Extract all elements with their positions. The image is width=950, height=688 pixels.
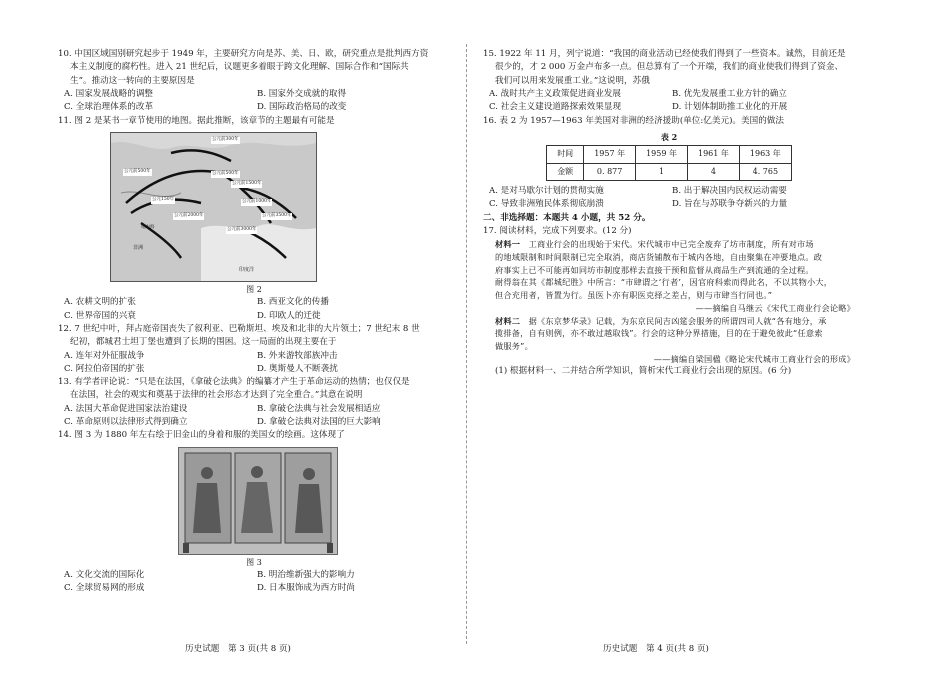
q14-option-a: A. 文化交流的国际化 [64,570,145,581]
section-heading: 二、非选择题：本题共 4 小题，共 52 分。 [483,212,651,223]
question-14 [58,429,450,595]
map-label: 公元前1000年 [242,198,272,204]
q14-stem: 14. 图 3 为 1880 年左右绘于旧金山的身着和服的美国女的绘画。这体现了 [58,430,345,441]
material-text: 据《东京梦华录》记载，为东京民间吉凶筵会服务的所谓四司人就“各有地分，承 [528,315,827,326]
material-text: 工商业行会的出现始于宋代。宋代城市中已完全废弃了坊市制度，所有对市场 [528,239,814,250]
figure-2-caption: 图 2 [246,284,262,294]
question-17 [483,225,855,379]
material-line: 做服务”。 [495,340,533,351]
question-10 [58,48,450,115]
map-label: 非洲 [133,244,144,251]
table-row [547,146,792,163]
table-cell: 4. 765 [739,163,791,180]
material-one [483,238,855,314]
left-column [58,48,450,596]
material-line [495,238,855,251]
table-cell: 1963 年 [739,146,791,163]
q10-stem-line: 本主义制度的腐朽性。进入 21 世纪后，议题更多着眼于跨文化理解、国际合作和“国际共 [70,62,409,73]
folding-screen-drawing [179,448,337,554]
q11-option-a: A. 农耕文明的扩张 [64,297,136,308]
table-cell: 0. 877 [584,163,636,180]
q16-stem: 16. 表 2 为 1957—1963 年美国对非洲的经济援助(单位:亿美元)。美国的做法 [483,115,784,126]
table-cell: 金额 [547,163,584,180]
map-label: 印度洋 [239,266,255,273]
material-line: 但合充用者，皆置为行。虽医卜亦有职医克择之差占，则与市肆当行同也。” [495,290,773,301]
question-11 [58,115,450,323]
right-column [483,48,855,379]
material-one-label: 材料一 [495,239,521,250]
map-label: 公元前500年 [212,170,239,176]
q13-option-a: A. 法国大革命促进国家法治建设 [64,403,188,414]
q10-option-d: D. 国际政治格局的改变 [257,102,347,113]
figure-3-caption: 图 3 [246,557,262,567]
map-drawing [111,133,316,281]
material-line [495,315,855,328]
material-line: 耐得翁在其《都城纪胜》中所言：“市肆谓之‘行者’，因官府科索而得此名，不以其物小大， [495,277,833,288]
column-divider [466,44,467,644]
q12-option-b: B. 外来游牧部族冲击 [257,350,338,361]
map-label: 地中海 [141,224,155,230]
material-two-source: ——摘编自梁国楹《略论宋代城市工商业行会的形成》 [653,353,855,364]
map-label: 公元前1500年 [232,180,262,186]
q16-option-a: A. 是对马歇尔计划的贯彻实施 [489,186,604,197]
map-label: 公元150年 [152,196,175,202]
q10-stem-line: 10. 中国区域国别研究起步于 1949 年，主要研究方向是苏、美、日、欧，研究重点是批判西方资 [58,49,429,59]
material-two [483,315,855,366]
map-label: 公元前300年 [212,136,239,142]
material-line: 揽排备，自有则例，亦不敢过越取钱”。行会的这种分界措施，目的在于避免彼此“任意索 [495,328,823,339]
question-12 [58,323,450,376]
table-2-title: 表 2 [660,131,678,142]
q12-stem-line: 纪初，都城君士坦丁堡也遭到了长期的围困。这一局面的出现主要在于 [70,337,337,348]
q12-option-d: D. 奥斯曼人不断袭扰 [257,363,338,374]
q13-option-b: B. 拿破仑法典与社会发展相适应 [257,403,381,414]
material-two-label: 材料二 [495,315,521,326]
q13-stem-line: 13. 有学者评论说：“只是在法国，《拿破仑法典》的编纂才产生于革命运动的热情；也仅仅是 [58,377,410,388]
q14-option-d: D. 日本服饰成为西方时尚 [257,583,355,594]
q11-option-b: B. 西亚文化的传播 [257,297,329,308]
q16-option-c: C. 导致非洲殖民体系彻底崩溃 [489,199,604,210]
q17-stem: 17. 阅读材料，完成下列要求。(12 分) [483,225,632,236]
question-16 [483,115,855,212]
page-footer-left: 历史试题 第 3 页(共 8 页) [185,644,291,654]
q15-option-c: C. 社会主义建设道路探索效果显现 [489,102,622,113]
q15-stem-line: 15. 1922 年 11 月，列宁说道：“我国的商业活动已经使我们得到了一些资本。诚然，目前还是 [483,49,846,59]
q16-option-d: D. 旨在与苏联争夺新兴的力量 [672,199,788,210]
figure-3-painting [178,447,338,555]
question-15 [483,48,855,115]
map-label: 公元前3500年 [262,212,292,218]
q10-option-a: A. 国家发展战略的调整 [64,88,154,99]
material-line: 府事实上已不可能再如同坊市制度那样去直接干预和监督从商品生产到流通的全过程。 [495,264,814,275]
q15-option-a: A. 战时共产主义政策促进商业发展 [489,88,621,99]
table-2 [546,145,792,181]
q12-stem-line: 12. 7 世纪中叶，拜占庭帝国丧失了叙利亚、巴勒斯坦、埃及和北非的大片领土；7 世纪末 8 世 [58,323,420,334]
q15-stem-line: 我们可以用来发展重工业。”这说明，苏俄 [495,75,650,86]
q11-stem: 11. 图 2 是某书一章节使用的地图。据此推断，该章节的主题最有可能是 [58,115,335,126]
figure-2-map [110,132,317,282]
q16-option-b: B. 出于解决国内民权运动需要 [672,186,787,197]
table-cell: 1959 年 [636,146,688,163]
map-label: 公元前2000年 [174,212,204,218]
material-line: 的地域限制和时间限制已完全取消，商店货铺散布于城内各地，自由聚集在冲要地点。政 [495,252,823,262]
q13-stem-line: 在法国，社会的观实和奠基于法律的社会形态才达到了完全重合。”其意在说明 [70,390,363,401]
q13-option-d: D. 拿破仑法典对法国的巨大影响 [257,417,381,428]
q12-option-c: C. 阿拉伯帝国的扩张 [64,363,145,374]
table-row [547,163,792,180]
page-footer-right: 历史试题 第 4 页(共 8 页) [603,644,709,654]
q15-stem-line: 很少的，才 2 000 万金卢布多一点。但总算有了一个开端，我们的商业使我们得到了资金、 [495,62,844,73]
q14-option-c: C. 全球贸易网的形成 [64,583,145,594]
q15-option-b: B. 优先发展重工业方针的确立 [672,88,787,99]
map-label: 公元前3000年 [227,226,257,232]
q10-stem-line: 生”。推动这一转向的主要原因是 [70,75,195,86]
q12-option-a: A. 连年对外征服战争 [64,350,145,361]
q11-option-d: D. 印欧人的迁徙 [257,310,321,321]
q10-option-c: C. 全球治理体系的改革 [64,102,154,113]
map-label: 公元前500年 [124,168,151,174]
q14-option-b: B. 明治维新强大的影响力 [257,570,355,581]
table-cell: 4 [688,163,740,180]
table-cell: 1 [636,163,688,180]
question-13 [58,376,450,429]
q13-option-c: C. 革命原则以法律形式得到确立 [64,417,188,428]
table-cell: 1957 年 [584,146,636,163]
q15-option-d: D. 计划体制助推工业化的开展 [672,102,788,113]
table-cell: 1961 年 [688,146,740,163]
table-cell: 时间 [547,146,584,163]
q11-option-c: C. 世界帝国的兴衰 [64,310,136,321]
q10-option-b: B. 国家外交成就的取得 [257,88,347,99]
material-one-source: ——摘编自马继云《宋代工商业行会论略》 [695,302,855,313]
q17-task-1: (1) 根据材料一、二并结合所学知识，简析宋代工商业行会出现的原因。(6 分) [495,366,792,377]
